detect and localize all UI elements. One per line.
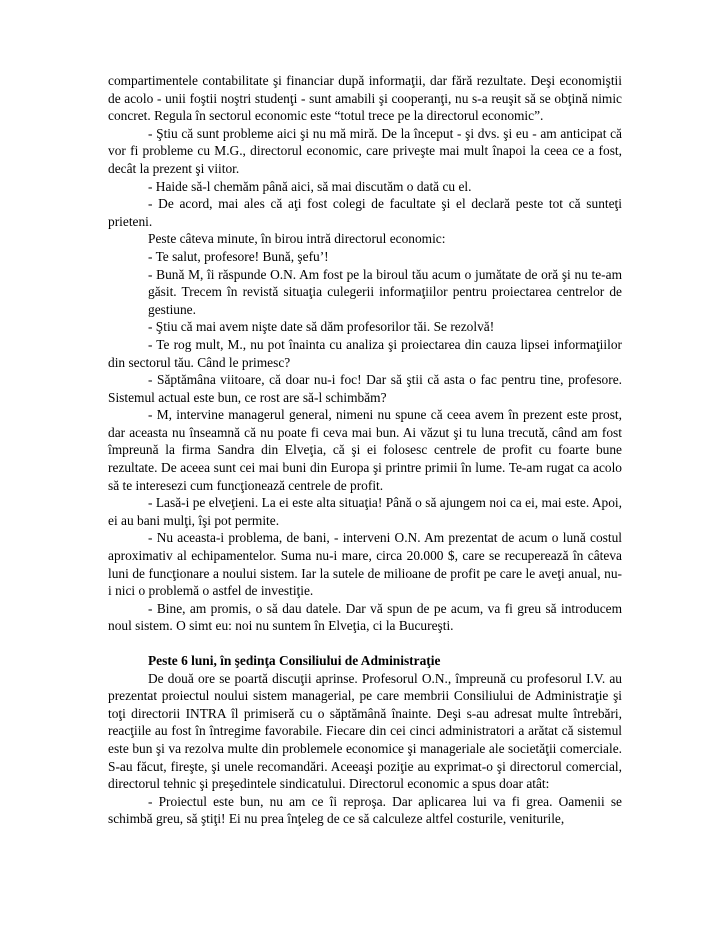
paragraph-15: De două ore se poartă discuţii aprinse. Profesorul O.N., împreună cu profesorul I.V. au prezentat proiectul noului sistem managerial, pe care membrii Consiliului de Administraţie şi toţi directorii INTRA îl primiseră cu o săptămână înainte. Deşi s-au adresat multe întrebări, reacţiile au fost în întregime favorabile. Fiecare din cei cinci administratori a arătat că sistemul este bun şi va rezolva multe din problemele economice şi manageriale ale societăţii comerciale. S-au făcut, fireşte, şi unele recomandări. Aceeaşi poziţie au exprimat-o şi directorul comercial, directorul tehnic şi preşedintele sindicatului. Directorul economic a spus doar atât: (108, 670, 622, 792)
paragraph-13: - Nu aceasta-i problema, de bani, - interveni O.N. Am prezentat de acum o lună costul aproximativ al echipamentelor. Suma nu-i mare, circa 20.000 $, care se recuperează în câteva luni de funcţionare a noului sistem. Iar la sutele de milioane de profit pe care le aveţi anual, nu-i nici o problemă o astfel de investiţie. (108, 530, 622, 599)
paragraph-1: compartimentele contabilitate şi financiar după informaţii, dar fără rezultate. Deşi economiştii de acolo - unii foştii noştri studenţi - sunt amabili şi cooperanţi, nu s-a reuşit să se obţină nimic concret. Regula în sectorul economic este “totul trece pe la directorul economic”. (108, 73, 622, 124)
paragraph-3: - Haide să-l chemăm până aici, să mai discutăm o dată cu el. (148, 178, 472, 194)
paragraph-2: - Ştiu că sunt probleme aici şi nu mă miră. De la început - şi dvs. şi eu - am anticipat că vor fi probleme cu M.G., directorul economic, care priveşte mai mult înapoi la ceea ce a fost, decât la prezent şi viitor. (108, 125, 622, 176)
paragraph-14: - Bine, am promis, o să dau datele. Dar vă spun de pe acum, va fi greu să introducem noul sistem. O simt eu: noi nu suntem în Elveţia, ci la Bucureşti. (108, 600, 622, 634)
paragraph-12: - Lasă-i pe elveţieni. La ei este alta situaţia! Până o să ajungem noi ca ei, mai este. Apoi, ei au bani mulţi, îşi pot permite. (108, 495, 622, 528)
paragraph-16: - Proiectul este bun, nu am ce îi reproşa. Dar aplicarea lui va fi grea. Oamenii se schimbă greu, să ştiţi! Ei nu prea înţeleg de ce să calculeze altfel costurile, veniturile, (108, 793, 622, 827)
document-page (108, 72, 622, 828)
paragraph-8: - Ştiu că mai avem nişte date să dăm profesorilor tăi. Se rezolvă! (148, 319, 495, 335)
paragraph-9: - Te rog mult, M., nu pot înainta cu analiza şi proiectarea din cauza lipsei informaţiilor din sectorul tău. Când le primesc? (108, 336, 622, 370)
paragraph-11: - M, intervine managerul general, nimeni nu spune că ceea avem în prezent este prost, dar aceasta nu înseamnă că nu poate fi ceva mai bun. Ai văzut şi tu luna trecută, când am fost împreună la firma Sandra din Elveţia, că şi ei folosesc centrele de profit cu foarte bune rezultate. De aceea sunt cei mai buni din Europa şi printre primii în lume. Te-am rugat ca acolo să te interesezi cum funcţionează centrele de profit. (108, 407, 622, 493)
section-heading: Peste 6 luni, în şedinţa Consiliului de Administraţie (148, 653, 441, 668)
paragraph-4: - De acord, mai ales că aţi fost colegi de facultate şi el declară peste tot că sunteţi prieteni. (108, 196, 622, 229)
paragraph-7: - Bună M, îi răspunde O.N. Am fost pe la biroul tău acum o jumătate de oră şi nu te-am găsit. Trecem în revistă situaţia culegerii informaţiilor pentru proiectarea centrelor de gestiune. (148, 266, 622, 317)
paragraph-5: Peste câteva minute, în birou intră directorul economic: (148, 231, 446, 247)
paragraph-6: - Te salut, profesore! Bună, şefu’! (148, 248, 329, 264)
paragraph-10: - Săptămâna viitoare, că doar nu-i foc! Dar să ştii că asta o fac pentru tine, profesore. Sistemul actual este bun, ce rost are să-l schimbăm? (108, 372, 622, 405)
